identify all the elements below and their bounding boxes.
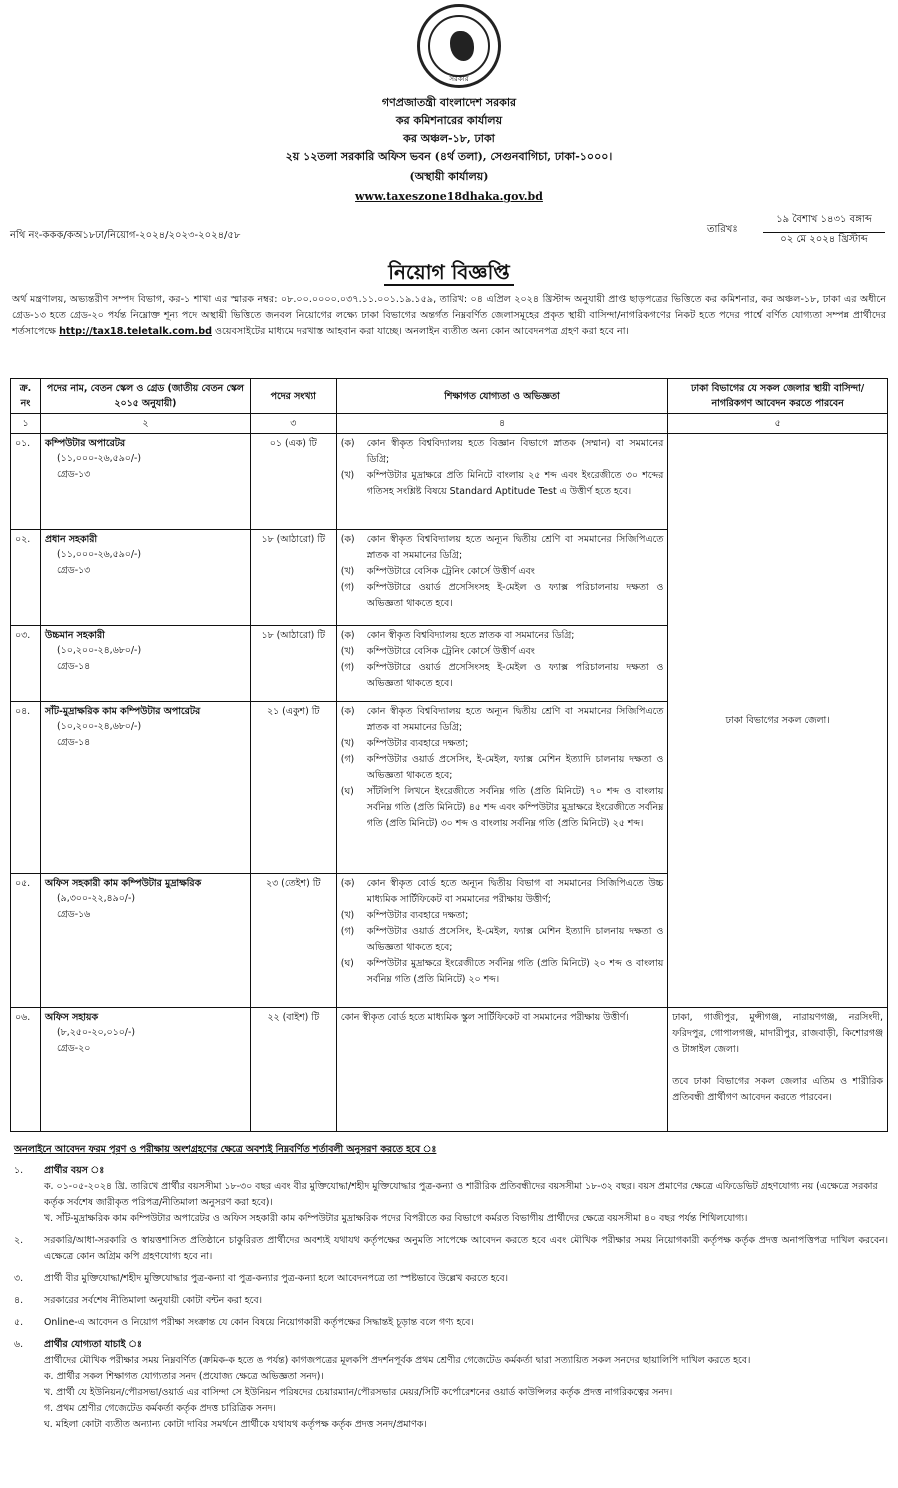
condition-text: প্রার্থীর বয়স ঃ xyxy=(44,1165,105,1176)
intro-part1: অর্থ মন্ত্রণালয়, অভ্যন্তরীণ সম্পদ বিভাগ, কর-১ শাখা এর স্মারক নম্বর: ০৮.০০.০০০০.০৩৭.১১.০০১.১৯.১৫৯, তারিখ: ০৪ এপ্রিল ২০২৪ খ্রিস্টাব্দ অনুযায়ী প্রাপ্ত ছাড়পত্রের ভিত্তিতে কর কমিশনার, কর অঞ্চল-১৮, ঢাকা এর অধীনে গ্রেড-১৩ হতে গ্রেড-২০ পর্যন্ত নিম্নোক্ত শূন্য পদে অস্থায়ী ভিত্তিতে জনবল নিয়োগের লক্ষ্যে ঢাকা বিভাগের অন্তর্গত নিম্নবর্ণিত জেলাসমূহের প্রকৃত স্থায়ী বাসিন্দা/নাগরিকগণের নিকট হতে পদের পার্শ্বে বর্ণিত যোগ্যতা সম্পন্ন প্রার্থীদের শর্তসাপেক্ষে xyxy=(12,294,886,337)
qual-text: কম্পিউটার ব্যবহারে দক্ষতা; xyxy=(366,910,469,921)
qual-text: কম্পিউটারে বেসিক ট্রেনিং কোর্সে উত্তীর্ণ এবং xyxy=(366,646,535,657)
post-grade: গ্রেড-১৬ xyxy=(56,909,91,920)
row-count: ২২ (বাইশ) টি xyxy=(250,1008,336,1132)
date-english: ০২ মে ২০২৪ খ্রিস্টাব্দ xyxy=(780,234,868,245)
col-header-district: ঢাকা বিভাগের যে সকল জেলার স্থায়ী বাসিন্দা/নাগরিকগণ আবেদন করতে পারবেন xyxy=(668,379,888,414)
header-website-link[interactable]: www.taxeszone18dhaka.gov.bd xyxy=(355,190,543,203)
post-grade: গ্রেড-১৩ xyxy=(56,469,91,480)
row-district-limited xyxy=(668,1008,888,1132)
qual-text: কোন স্বীকৃত বিশ্ববিদ্যালয় হতে অন্যূন দ্বিতীয় শ্রেণি বা সমমানের সিজিপিএতে স্নাতক বা সমমানের ডিগ্রি; xyxy=(366,706,664,733)
row-qualification xyxy=(336,626,668,702)
seal-inner-ring xyxy=(428,15,490,77)
condition-text: সরকারের সর্বশেষ নীতিমালা অনুযায়ী কোটা বন্টন করা হবে। xyxy=(44,1295,262,1306)
qual-key: (ঘ) xyxy=(340,786,354,797)
condition-item xyxy=(10,1271,888,1287)
table-row xyxy=(11,434,888,530)
application-link[interactable]: http://tax18.teletalk.com.bd xyxy=(59,326,212,337)
post-name: উচ্চমান সহকারী xyxy=(44,630,105,641)
condition-sub: গ. প্রথম শ্রেণীর গেজেটেড কর্মকর্তা কর্তৃক প্রদত্ত চারিত্রিক সনদ। xyxy=(44,1403,276,1414)
row-sl: ০৬. xyxy=(11,1008,41,1132)
qual-text: কোন স্বীকৃত বিশ্ববিদ্যালয় হতে স্নাতক বা সমমানের ডিগ্রি; xyxy=(366,630,575,641)
col-header-post: পদের নাম, বেতন স্কেল ও গ্রেড (জাতীয় বেতন স্কেল ২০১৫ অনুযায়ী) xyxy=(40,379,250,414)
row-sl: ০৪. xyxy=(11,702,41,874)
post-scale: (১১,০০০-২৬,৫৯০/-) xyxy=(56,453,142,464)
row-sl: ০১. xyxy=(11,434,41,530)
row-count: ১৮ (আঠারো) টি xyxy=(250,530,336,626)
condition-text: সরকারি/আধা-সরকারি ও স্বায়ত্তশাসিত প্রতিষ্ঠানে চাকুরিরত প্রার্থীদের অবশ্যই যথাযথ কর্তৃপক্ষের অনুমতি সাপেক্ষে আবেদন করতে হবে এবং মৌখিক পরীক্ষার সময় নিয়োগকারী কর্তৃপক্ষ কর্তৃক প্রদত্ত অনাপত্তিপত্র দাখিল করবেন। এক্ষেত্রে কোন অগ্রিম কপি গ্রহণযোগ্য হবে না। xyxy=(44,1235,888,1262)
header-address: ২য় ১২তলা সরকারি অফিস ভবন (৪র্থ তলা), সেগুনবাগিচা, ঢাকা-১০০০। xyxy=(285,150,613,163)
title-text: নিয়োগ বিজ্ঞপ্তি xyxy=(384,260,514,286)
row-qualification xyxy=(336,530,668,626)
row-sl: ০৫. xyxy=(11,874,41,1008)
intro-part2: ওয়েবসাইটের মাধ্যমে দরখাস্ত আহবান করা যাচ্ছে। অনলাইন ব্যতীত অন্য কোন আবেদনপত্র গ্রহণ করা হবে না। xyxy=(215,326,629,337)
qual-item xyxy=(341,660,664,692)
qual-key: (ক) xyxy=(340,706,355,717)
condition-item xyxy=(10,1315,888,1331)
post-grade: গ্রেড-২০ xyxy=(56,1043,91,1054)
row-count: ০১ (এক) টি xyxy=(250,434,336,530)
qual-item xyxy=(341,876,664,908)
qual-text: কম্পিউটার মুদ্রাক্ষরে ইংরেজীতে সর্বনিম্ন গতি (প্রতি মিনিটে) ২০ শব্দ ও বাংলায় সর্বনিম্ন গতি (প্রতি মিনিটে) ২০ শব্দ। xyxy=(366,958,664,985)
qual-text: কোন স্বীকৃত বোর্ড হতে মাধ্যমিক স্কুল সার্টিফিকেট বা সমমানের পরীক্ষায় উত্তীর্ণ। xyxy=(340,1012,629,1023)
qual-text: কম্পিউটার ব্যবহারে দক্ষতা; xyxy=(366,738,469,749)
qual-text: কোন স্বীকৃত বিশ্ববিদ্যালয় হতে অন্যূন দ্বিতীয় শ্রেণি বা সমমানের সিজিপিএতে স্নাতক বা সমমানের ডিগ্রি; xyxy=(366,534,664,561)
bangladesh-map-icon xyxy=(450,31,474,61)
post-scale: (১০,২০০-২৪,৬৮০/-) xyxy=(56,645,142,656)
qual-item xyxy=(341,580,664,612)
col-number: ৫ xyxy=(668,414,888,434)
condition-sub: প্রার্থীদের মৌখিক পরীক্ষার সময় নিম্নবর্ণিত (ক্রমিক-ক হতে ঙ পর্যন্ত) কাগজপত্রের মূলকপি প্রদর্শনপূর্বক প্রথম শ্রেণীর গেজেটেড কর্মকর্তা দ্বারা সত্যায়িত সকল সনদের ছায়ালিপি দাখিল করতে হবে। xyxy=(44,1355,751,1366)
qual-text: কোন স্বীকৃত বিশ্ববিদ্যালয় হতে বিজ্ঞান বিভাগে স্নাতক (সম্মান) বা সমমানের ডিগ্রি; xyxy=(366,438,664,465)
post-scale: (১০,২০০-২৪,৬৮০/-) xyxy=(56,721,142,732)
condition-number: ২. xyxy=(14,1235,24,1246)
qual-key: (গ) xyxy=(340,926,355,937)
condition-number: ৪. xyxy=(14,1295,24,1306)
col-number: ২ xyxy=(40,414,250,434)
col-header-count: পদের সংখ্যা xyxy=(250,379,336,414)
qual-text: কম্পিউটার ওয়ার্ড প্রসেসিং, ই-মেইল, ফ্যাক্স মেশিন ইত্যাদি চালনায় দক্ষতা ও অভিজ্ঞতা থাকতে হবে; xyxy=(366,926,664,953)
qual-item xyxy=(341,436,664,468)
post-grade: গ্রেড-১৪ xyxy=(56,737,91,748)
qual-key: (ক) xyxy=(340,878,355,889)
post-scale: (১১,০০০-২৬,৫৯০/-) xyxy=(56,549,142,560)
post-name: কম্পিউটার অপারেটর xyxy=(44,438,126,449)
qual-key: (ক) xyxy=(340,438,355,449)
row-post xyxy=(40,434,250,530)
vacancy-table xyxy=(10,378,888,1132)
row-sl: ০৩. xyxy=(11,626,41,702)
qual-key: (গ) xyxy=(340,662,355,673)
qual-key: (খ) xyxy=(340,566,355,577)
row-district-all: ঢাকা বিভাগের সকল জেলা। xyxy=(668,434,888,1008)
col-header-qualification: শিক্ষাগত যোগ্যতা ও অভিজ্ঞতা xyxy=(336,379,668,414)
qual-text: কম্পিউটারে ওয়ার্ড প্রসেসিংসহ ই-মেইল ও ফ্যাক্স পরিচালনায় দক্ষতা ও অভিজ্ঞতা থাকতে হবে। xyxy=(366,662,664,689)
condition-text: Online-এ আবেদন ও নিয়োগ পরীক্ষা সংক্রান্ত যে কোন বিষয়ে নিয়োগকারী কর্তৃপক্ষের সিদ্ধান্তই চূড়ান্ত বলে গণ্য হবে। xyxy=(44,1317,474,1328)
condition-sub: খ. সাঁট-মুদ্রাক্ষরিক কাম কম্পিউটার অপারেটর ও অফিস সহকারী কাম কম্পিউটার মুদ্রাক্ষরিক পদের বিপরীতে কর বিভাগে কর্মরত বিভাগীয় প্রার্থীদের ক্ষেত্রে বয়সসীমা ৪০ বছর পর্যন্ত শিথিলযোগ্য। xyxy=(44,1213,748,1224)
district-list: ঢাকা, গাজীপুর, মুন্সীগঞ্জ, নারায়ণগঞ্জ, নরসিংদী, ফরিদপুর, গোপালগঞ্জ, মাদারীপুর, রাজবাড়ী, কিশোরগঞ্জ ও টাঙ্গাইল জেলা। xyxy=(672,1012,883,1055)
row-qualification xyxy=(336,874,668,1008)
qual-key: (ক) xyxy=(340,630,355,641)
post-name: অফিস সহায়ক xyxy=(44,1012,99,1023)
qual-item xyxy=(341,628,664,644)
condition-number: ৫. xyxy=(14,1317,24,1328)
qual-item xyxy=(341,1010,664,1026)
qual-key: (খ) xyxy=(340,910,355,921)
header-temp-office: (অস্থায়ী কার্যালয়) xyxy=(409,170,489,183)
condition-number: ৬. xyxy=(14,1339,24,1350)
reference-number: নথি নং-ককক/কঅ১৮ঢা/নিয়োগ-২০২৪/২০২৩-২০২৪/৫৮ xyxy=(10,230,241,241)
qual-key: (গ) xyxy=(340,754,355,765)
qual-key: (ক) xyxy=(340,534,355,545)
qual-text: কম্পিউটার মুদ্রাক্ষরে প্রতি মিনিটে বাংলায় ২৫ শব্দ এবং ইংরেজীতে ৩০ শব্দের গতিসহ সংশ্লিষ্ট বিষয়ে Standard Aptitude Test এ উত্তীর্ণ হতে হবে। xyxy=(366,470,664,497)
col-number: ৩ xyxy=(250,414,336,434)
row-post xyxy=(40,702,250,874)
row-qualification xyxy=(336,434,668,530)
qual-key: (গ) xyxy=(340,582,355,593)
qual-item xyxy=(341,644,664,660)
condition-item xyxy=(10,1337,888,1353)
qual-key: (খ) xyxy=(340,470,355,481)
qual-item xyxy=(341,908,664,924)
row-post xyxy=(40,530,250,626)
post-name: সাঁট-মুদ্রাক্ষরিক কাম কম্পিউটার অপারেটর xyxy=(44,706,201,717)
qual-text: সাঁটলিপি লিখনে ইংরেজীতে সর্বনিম্ন গতি (প্রতি মিনিটে) ৭০ শব্দ ও বাংলায় সর্বনিম্ন গতি (প্রতি মিনিটে) ৪৫ শব্দ এবং কম্পিউটার মুদ্রাক্ষরে ইংরেজীতে সর্বনিম্ন গতি (প্রতি মিনিটে) ৩০ শব্দ ও বাংলায় সর্বনিম্ন গতি (প্রতি মিনিটে) ২৫ শব্দ। xyxy=(366,786,664,829)
conditions-heading: অনলাইনে আবেদন ফরম পূরণ ও পরীক্ষায় অংশগ্রহণের ক্ষেত্রে অবশ্যই নিম্নবর্ণিত শর্তাবলী অনুসরণ করতে হবে ঃ xyxy=(14,1144,437,1155)
row-count: ২৩ (তেইশ) টি xyxy=(250,874,336,1008)
qual-item xyxy=(341,784,664,832)
page-title xyxy=(0,258,898,291)
post-grade: গ্রেড-১৩ xyxy=(56,565,91,576)
row-count: ১৮ (আঠারো) টি xyxy=(250,626,336,702)
qual-text: কম্পিউটারে বেসিক ট্রেনিং কোর্সে উত্তীর্ণ এবং xyxy=(366,566,535,577)
row-qualification xyxy=(336,702,668,874)
header-govt: গণপ্রজাতন্ত্রী বাংলাদেশ সরকার xyxy=(381,96,517,109)
district-exception: তবে ঢাকা বিভাগের সকল জেলার এতিম ও শারীরিক প্রতিবন্ধী প্রার্থীগণ আবেদন করতে পারবেন। xyxy=(672,1076,883,1103)
qual-text: কম্পিউটারে ওয়ার্ড প্রসেসিংসহ ই-মেইল ও ফ্যাক্স পরিচালনায় দক্ষতা ও অভিজ্ঞতা থাকতে হবে। xyxy=(366,582,664,609)
qual-item xyxy=(341,532,664,564)
post-scale: (৯,৩০০-২২,৪৯০/-) xyxy=(56,893,136,904)
qual-text: কোন স্বীকৃত বোর্ড হতে অন্যূন দ্বিতীয় বিভাগ বা সমমানের সিজিপিএতে উচ্চ মাধ্যমিক সার্টিফিকেট বা সমমানের পরীক্ষায় উত্তীর্ণ; xyxy=(366,878,664,905)
qual-item xyxy=(341,956,664,988)
condition-sub: ক. ০১-০৫-২০২৪ খ্রি. তারিখে প্রার্থীর বয়সসীমা ১৮-৩০ বছর এবং বীর মুক্তিযোদ্ধা/শহীদ মুক্তিযোদ্ধার পুত্র-কন্যা ও শারীরিক প্রতিবন্ধীদের বয়সসীমা ১৮-৩২ বছর। বয়স প্রমাণের ক্ষেত্রে এফিডেভিট গ্রহণযোগ্য নয় (এক্ষেত্রে সরকার কর্তৃক সর্বশেষ জারীকৃত পরিপত্র/নীতিমালা অনুসরণ করা হবে)। xyxy=(44,1181,878,1208)
row-post xyxy=(40,874,250,1008)
header-office: কর কমিশনারের কার্যালয় xyxy=(395,114,503,127)
condition-number: ১. xyxy=(14,1165,24,1176)
qual-item xyxy=(341,564,664,580)
conditions-section xyxy=(10,1142,888,1433)
col-number: ১ xyxy=(11,414,41,434)
row-sl: ০২. xyxy=(11,530,41,626)
qual-text: কম্পিউটার ওয়ার্ড প্রসেসিং, ই-মেইল, ফ্যাক্স মেশিন ইত্যাদি চালনায় দক্ষতা ও অভিজ্ঞতা থাকতে হবে; xyxy=(366,754,664,781)
date-label: তারিখঃ xyxy=(707,224,738,235)
row-post xyxy=(40,1008,250,1132)
condition-sub: ঘ. মহিলা কোটা ব্যতীত অন্যান্য কোটা দাবির সমর্থনে প্রার্থীকে যথাযথ কর্তৃপক্ষ কর্তৃক প্রদত্ত সনদ/প্রমাণক। xyxy=(44,1419,427,1430)
qual-key: (খ) xyxy=(340,646,355,657)
condition-text: প্রার্থী বীর মুক্তিযোদ্ধা/শহীদ মুক্তিযোদ্ধার পুত্র-কন্যা বা পুত্র-কন্যার পুত্র-কন্যা হলে আবেদনপত্রে তা স্পষ্টভাবে উল্লেখ করতে হবে। xyxy=(44,1273,508,1284)
intro-paragraph xyxy=(12,292,886,340)
condition-sub: খ. প্রার্থী যে ইউনিয়ন/পৌরসভা/ওয়ার্ড এর বাসিন্দা সে ইউনিয়ন পরিষদের চেয়ারম্যান/পৌরসভার মেয়র/সিটি কর্পোরেশনের ওয়ার্ড কাউন্সিলর কর্তৃক প্রদত্ত নাগরিকত্বের সনদ। xyxy=(44,1387,673,1398)
col-number: ৪ xyxy=(336,414,668,434)
condition-sub: ক. প্রার্থীর সকল শিক্ষাগত যোগ্যতার সনদ (প্রযোজ্য ক্ষেত্রে অভিজ্ঞতা সনদ)। xyxy=(44,1371,324,1382)
row-qualification xyxy=(336,1008,668,1132)
qual-key: (ঘ) xyxy=(340,958,354,969)
post-name: প্রধান সহকারী xyxy=(44,534,98,545)
condition-number: ৩. xyxy=(14,1273,24,1284)
qual-item xyxy=(341,736,664,752)
qual-item xyxy=(341,468,664,500)
qual-item xyxy=(341,924,664,956)
col-header-sl: ক্র. নং xyxy=(11,379,41,414)
table-row xyxy=(11,1008,888,1132)
post-name: অফিস সহকারী কাম কম্পিউটার মুদ্রাক্ষরিক xyxy=(44,878,202,889)
condition-item xyxy=(10,1293,888,1309)
post-grade: গ্রেড-১৪ xyxy=(56,661,91,672)
condition-item xyxy=(10,1163,888,1179)
condition-item xyxy=(10,1233,888,1265)
row-count: ২১ (একুশ) টি xyxy=(250,702,336,874)
condition-text: প্রার্থীর যোগ্যতা যাচাই ঃ xyxy=(44,1339,142,1350)
post-scale: (৮,২৫০-২০,০১০/-) xyxy=(56,1027,136,1038)
date-bangla: ১৯ বৈশাখ ১৪৩১ বঙ্গাব্দ xyxy=(763,212,885,233)
seal-text: সরকার xyxy=(449,75,469,83)
row-post xyxy=(40,626,250,702)
header-zone: কর অঞ্চল-১৮, ঢাকা xyxy=(403,132,495,145)
qual-item xyxy=(341,704,664,736)
qual-item xyxy=(341,752,664,784)
qual-key: (খ) xyxy=(340,738,355,749)
government-seal xyxy=(417,4,501,88)
